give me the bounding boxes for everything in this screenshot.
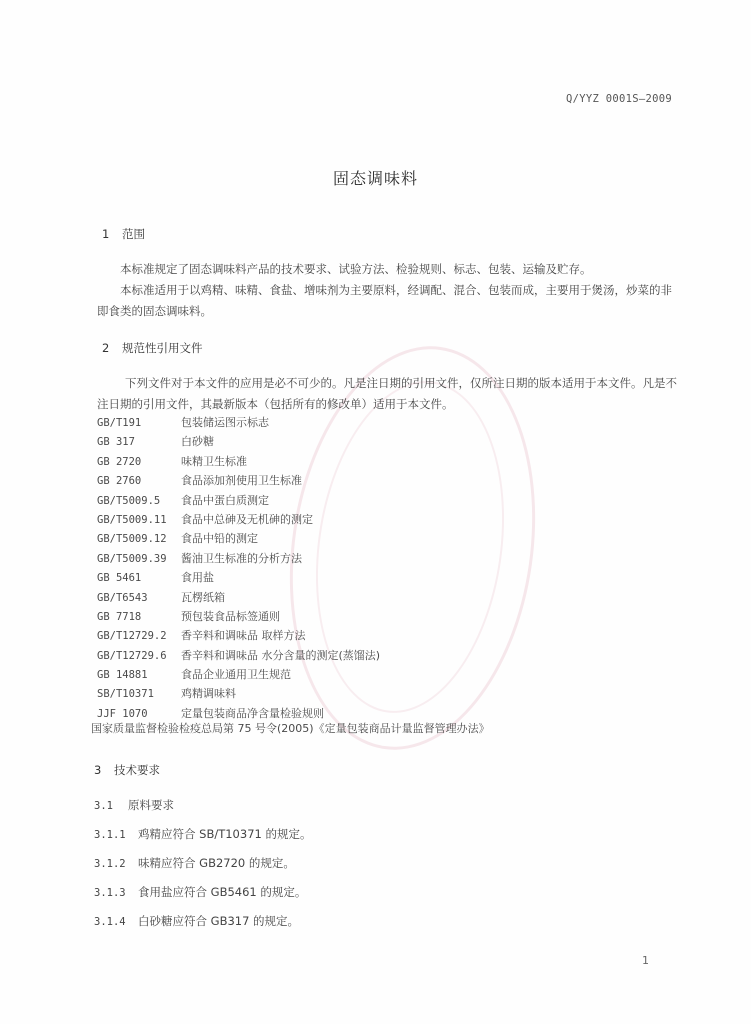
section-number: 2 (102, 341, 110, 355)
normative-reference-note: 国家质量监督检验检疫总局第 75 号令(2005)《定量包装商品计量监督管理办法》 (91, 722, 490, 735)
clause-number: 3.1.3 (94, 887, 126, 899)
reference-row (97, 588, 677, 607)
reference-code: SB/T10371 (97, 688, 154, 701)
section-1-heading (102, 226, 145, 242)
reference-code: GB 7718 (97, 610, 142, 623)
subsection-title: 原料要求 (128, 798, 174, 812)
section-number: 1 (102, 227, 110, 241)
reference-row (97, 665, 677, 684)
reference-row (97, 413, 677, 432)
reference-title: 食品添加剂使用卫生标准 (181, 474, 302, 488)
clause-number: 3.1.2 (94, 858, 126, 870)
reference-code: GB 317 (97, 436, 135, 449)
section-title: 技术要求 (114, 763, 160, 777)
section-number: 3 (94, 763, 102, 777)
reference-title: 食品中蛋白质测定 (181, 493, 269, 507)
reference-code: GB 14881 (97, 669, 148, 682)
section-1-paragraph-2: 本标准适用于以鸡精、味精、食盐、增味剂为主要原料，经调配、混合、包装而成，主要用于煲汤，炒菜的非即食类的固态调味料。 (97, 283, 672, 318)
reference-code: GB 2720 (97, 455, 142, 468)
section-2-heading (102, 340, 203, 356)
reference-row (97, 529, 677, 548)
section-title: 规范性引用文件 (122, 341, 203, 355)
reference-code: GB/T5009.12 (97, 533, 167, 546)
reference-row (97, 626, 677, 645)
reference-title: 香辛料和调味品 水分含量的测定(蒸馏法) (181, 648, 381, 662)
section-3-heading (94, 762, 160, 778)
section-title: 范围 (122, 227, 145, 241)
reference-title: 食品中铅的测定 (181, 532, 258, 546)
reference-title: 包装储运图示标志 (181, 416, 269, 429)
reference-title: 预包装食品标签通则 (181, 609, 280, 623)
reference-title: 香辛料和调味品 取样方法 (181, 629, 306, 643)
normative-reference-list (97, 413, 677, 723)
reference-row (97, 491, 677, 510)
page-number: 1 (642, 954, 649, 967)
reference-code: JJF 1070 (97, 707, 148, 720)
clause-text: 味精应符合 GB2720 的规定。 (138, 856, 295, 870)
reference-row (97, 432, 677, 451)
reference-title: 瓦楞纸箱 (181, 590, 225, 604)
reference-code: GB 2760 (97, 475, 142, 488)
reference-row (97, 510, 677, 529)
section-2-intro: 下列文件对于本文件的应用是必不可少的。凡是注日期的引用文件，仅所注日期的版本适用于本文件。凡是不注日期的引用文件，其最新版本（包括所有的修改单）适用于本文件。 (97, 376, 677, 411)
clause-item (94, 826, 311, 842)
document-title: 固态调味料 (332, 169, 418, 188)
reference-row (97, 549, 677, 568)
clause-text: 食用盐应符合 GB5461 的规定。 (138, 885, 307, 899)
reference-title: 白砂糖 (181, 435, 214, 449)
clause-item (94, 855, 295, 871)
reference-code: GB/T12729.2 (97, 630, 167, 643)
reference-title: 食用盐 (181, 571, 214, 585)
reference-row (97, 452, 677, 471)
reference-code: GB 5461 (97, 572, 142, 585)
subsection-number: 3.1 (94, 800, 113, 812)
reference-row (97, 471, 677, 490)
reference-code: GB/T191 (97, 417, 142, 429)
reference-row (97, 568, 677, 587)
clause-number: 3.1.1 (94, 829, 126, 841)
clause-item (94, 913, 299, 929)
reference-title: 鸡精调味料 (181, 687, 236, 701)
clause-number: 3.1.4 (94, 916, 126, 928)
reference-code: GB/T6543 (97, 591, 148, 604)
clause-text: 白砂糖应符合 GB317 的规定。 (138, 914, 300, 928)
reference-title: 食品企业通用卫生规范 (181, 668, 291, 682)
reference-row (97, 684, 677, 703)
reference-code: GB/T5009.39 (97, 552, 167, 565)
document-code: Q/YYZ 0001S—2009 (566, 93, 672, 105)
reference-row (97, 607, 677, 626)
reference-title: 食品中总砷及无机砷的测定 (181, 512, 313, 526)
reference-title: 味精卫生标准 (181, 454, 247, 468)
reference-row (97, 646, 677, 665)
clause-item (94, 884, 306, 900)
reference-code: GB/T5009.11 (97, 513, 167, 526)
reference-title: 定量包装商品净含量检验规则 (181, 706, 324, 720)
section-1-paragraph-1: 本标准规定了固态调味料产品的技术要求、试验方法、检验规则、标志、包装、运输及贮存。 (120, 262, 592, 276)
reference-code: GB/T12729.6 (97, 649, 167, 662)
reference-title: 酱油卫生标准的分析方法 (181, 551, 302, 565)
subsection-3-1 (94, 797, 174, 813)
reference-code: GB/T5009.5 (97, 494, 161, 507)
clause-text: 鸡精应符合 SB/T10371 的规定。 (138, 827, 312, 841)
